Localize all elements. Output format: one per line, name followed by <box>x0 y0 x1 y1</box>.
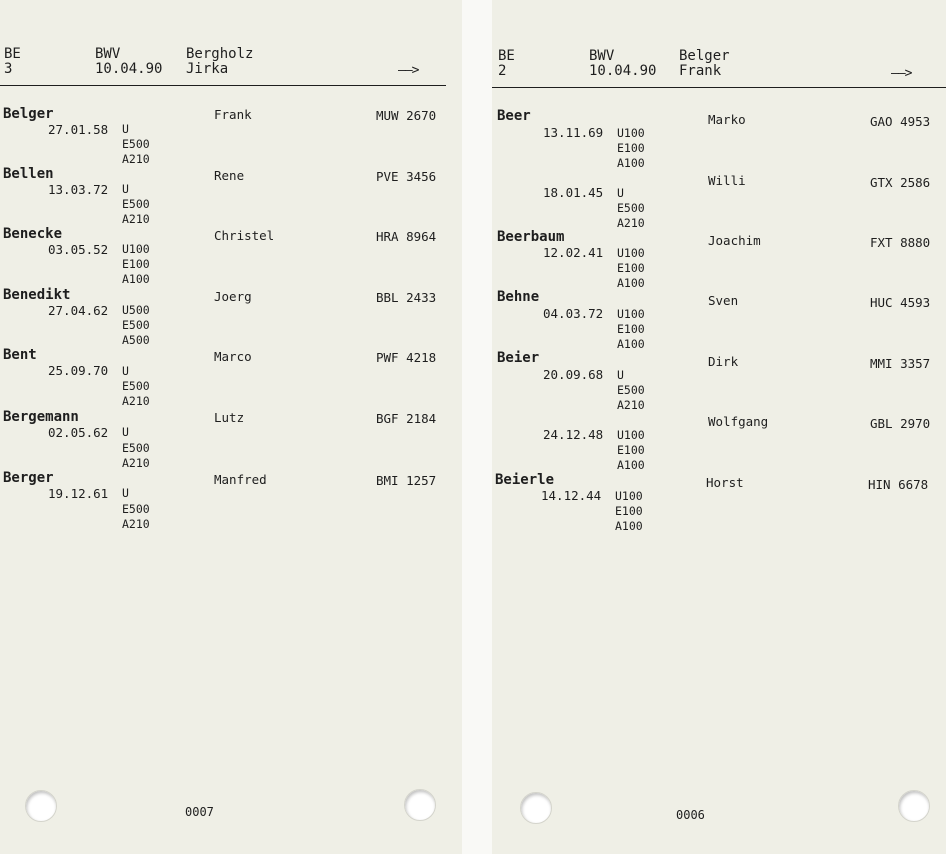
entry-plate: HRA 8964 <box>376 229 437 244</box>
index-card-left <box>0 0 462 854</box>
entry-firstname: Joerg <box>214 289 252 304</box>
entry-code: U <box>617 186 624 200</box>
entry-code: U <box>122 486 129 500</box>
entry-code: E500 <box>122 441 150 455</box>
entry-firstname: Wolfgang <box>708 414 769 429</box>
entry-code: U100 <box>617 428 645 442</box>
entry-date: 14.12.44 <box>541 488 602 503</box>
entry-code: A500 <box>122 333 150 347</box>
entry-surname: Beier <box>497 350 540 366</box>
entry-surname: Beerbaum <box>497 229 565 245</box>
header-number: 2 <box>498 63 507 79</box>
entry-date: 12.02.41 <box>543 245 604 260</box>
entry-code: A210 <box>617 398 645 412</box>
header-org: BWV <box>589 48 615 64</box>
entry-code: U <box>617 368 624 382</box>
entry-code: E500 <box>122 197 150 211</box>
header-surname: Belger <box>679 48 730 64</box>
entry-firstname: Frank <box>214 107 252 122</box>
header-date: 10.04.90 <box>95 61 163 77</box>
entry-code: U100 <box>617 307 645 321</box>
entry-firstname: Marco <box>214 349 252 364</box>
header-firstname: Frank <box>679 63 722 79</box>
entry-plate: HUC 4593 <box>870 295 931 310</box>
entry-plate: GTX 2586 <box>870 175 931 190</box>
entry-code: A210 <box>122 152 150 166</box>
entry-surname: Benecke <box>3 226 63 242</box>
entry-code: U <box>122 182 129 196</box>
entry-surname: Behne <box>497 289 540 305</box>
entry-surname: Bergemann <box>3 409 79 425</box>
entry-firstname: Sven <box>708 293 739 308</box>
entry-code: A210 <box>122 517 150 531</box>
header-rule <box>0 85 446 86</box>
entry-plate: GBL 2970 <box>870 416 931 431</box>
index-card-right <box>492 0 946 854</box>
header-rule <box>492 87 946 88</box>
entry-date: 25.09.70 <box>48 363 109 378</box>
entry-firstname: Rene <box>214 168 245 183</box>
header-prefix: BE <box>498 48 515 64</box>
entry-code: A210 <box>122 212 150 226</box>
page-number: 0007 <box>185 805 214 819</box>
entry-plate: PVE 3456 <box>376 169 437 184</box>
entry-plate: HIN 6678 <box>868 477 929 492</box>
entry-code: U100 <box>617 246 645 260</box>
entry-date: 02.05.62 <box>48 425 109 440</box>
entry-date: 27.04.62 <box>48 303 109 318</box>
entry-code: A100 <box>617 276 645 290</box>
entry-date: 19.12.61 <box>48 486 109 501</box>
entry-surname: Beer <box>497 108 531 124</box>
entry-code: E100 <box>617 261 645 275</box>
entry-code: E100 <box>615 504 643 518</box>
header-surname: Bergholz <box>186 46 254 62</box>
entry-date: 03.05.52 <box>48 242 109 257</box>
entry-date: 04.03.72 <box>543 306 604 321</box>
entry-surname: Beierle <box>495 472 555 488</box>
entry-surname: Benedikt <box>3 287 71 303</box>
entry-code: E100 <box>617 443 645 457</box>
card-gap <box>462 0 492 854</box>
entry-code: U100 <box>617 126 645 140</box>
entry-code: A100 <box>617 156 645 170</box>
entry-date: 27.01.58 <box>48 122 109 137</box>
arrow-icon: ——> <box>398 63 419 78</box>
entry-code: E500 <box>617 383 645 397</box>
entry-plate: MUW 2670 <box>376 108 437 123</box>
entry-code: E100 <box>617 141 645 155</box>
entry-surname: Belger <box>3 106 54 122</box>
header-prefix: BE <box>4 46 21 62</box>
entry-date: 18.01.45 <box>543 185 604 200</box>
entry-surname: Berger <box>3 470 54 486</box>
entry-code: E500 <box>122 379 150 393</box>
entry-code: U100 <box>615 489 643 503</box>
header-number: 3 <box>4 61 13 77</box>
punch-hole <box>25 790 57 822</box>
page-number: 0006 <box>676 808 705 822</box>
entry-firstname: Dirk <box>708 354 739 369</box>
entry-firstname: Manfred <box>214 472 267 487</box>
entry-firstname: Willi <box>708 173 746 188</box>
header-org: BWV <box>95 46 121 62</box>
entry-code: A210 <box>122 456 150 470</box>
punch-hole <box>404 789 436 821</box>
entry-date: 13.11.69 <box>543 125 604 140</box>
punch-hole <box>898 790 930 822</box>
entry-firstname: Marko <box>708 112 746 127</box>
entry-code: U <box>122 122 129 136</box>
entry-date: 24.12.48 <box>543 427 604 442</box>
entry-firstname: Christel <box>214 228 275 243</box>
entry-code: U500 <box>122 303 150 317</box>
header-date: 10.04.90 <box>589 63 657 79</box>
entry-plate: FXT 8880 <box>870 235 931 250</box>
entry-surname: Bellen <box>3 166 54 182</box>
entry-date: 20.09.68 <box>543 367 604 382</box>
entry-firstname: Horst <box>706 475 744 490</box>
entry-plate: PWF 4218 <box>376 350 437 365</box>
entry-plate: BGF 2184 <box>376 411 437 426</box>
entry-code: U100 <box>122 242 150 256</box>
entry-code: E500 <box>122 318 150 332</box>
entry-code: U <box>122 425 129 439</box>
entry-code: E100 <box>122 257 150 271</box>
entry-code: E100 <box>617 322 645 336</box>
entry-code: A100 <box>615 519 643 533</box>
entry-code: E500 <box>122 502 150 516</box>
entry-code: A210 <box>122 394 150 408</box>
entry-code: A100 <box>617 458 645 472</box>
entry-firstname: Joachim <box>708 233 761 248</box>
entry-code: U <box>122 364 129 378</box>
entry-plate: MMI 3357 <box>870 356 931 371</box>
entry-code: E500 <box>617 201 645 215</box>
entry-firstname: Lutz <box>214 410 245 425</box>
header-firstname: Jirka <box>186 61 229 77</box>
entry-plate: BMI 1257 <box>376 473 437 488</box>
entry-code: A100 <box>617 337 645 351</box>
entry-plate: BBL 2433 <box>376 290 437 305</box>
entry-code: A100 <box>122 272 150 286</box>
entry-code: E500 <box>122 137 150 151</box>
entry-surname: Bent <box>3 347 37 363</box>
entry-date: 13.03.72 <box>48 182 109 197</box>
entry-plate: GAO 4953 <box>870 114 931 129</box>
entry-code: A210 <box>617 216 645 230</box>
punch-hole <box>520 792 552 824</box>
arrow-icon: ——> <box>891 66 912 81</box>
